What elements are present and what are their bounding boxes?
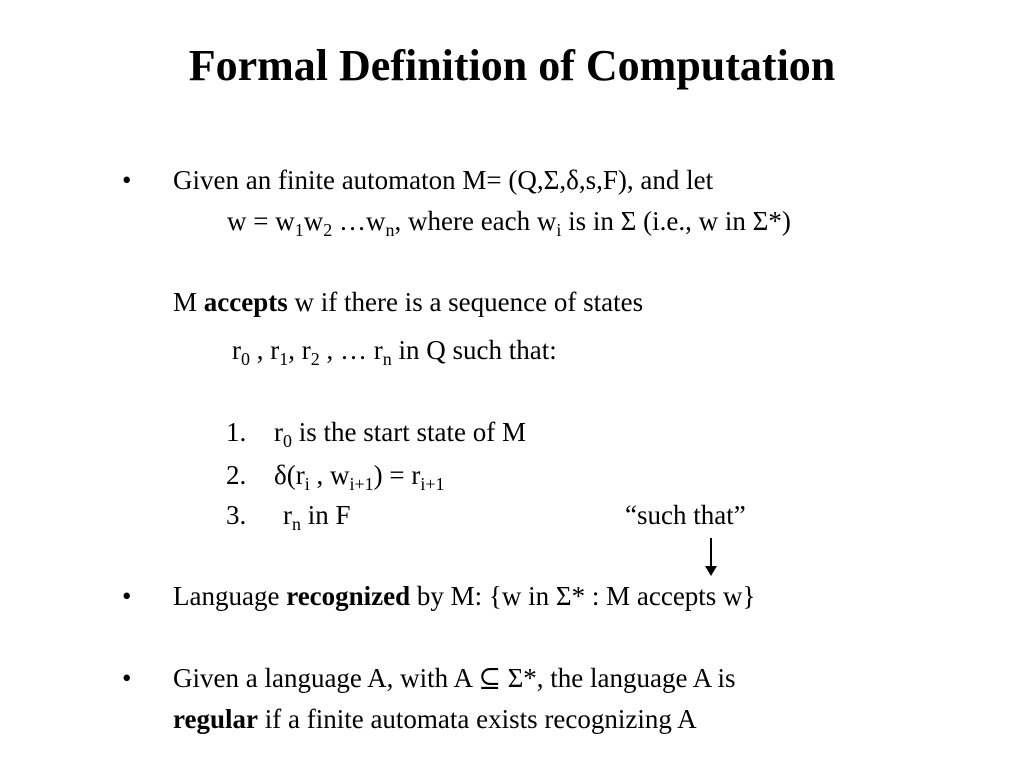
- condition-1-number: 1.: [226, 417, 247, 447]
- automaton-definition-line: Given an finite automaton M= (Q,Σ,δ,s,F), and let: [173, 165, 714, 195]
- condition-3-number: 3.: [226, 500, 247, 530]
- such-that-annotation: “such that”: [625, 500, 746, 530]
- condition-1-text: $r_0$ is the start state of M: [274, 417, 526, 451]
- language-recognized-line: Language recognized by M: {w in Σ* : M accepts w}: [173, 581, 756, 611]
- bullet-1-marker: •: [122, 165, 132, 195]
- slide-title: Formal Definition of Computation: [188, 41, 836, 90]
- bullet-2-marker: •: [122, 581, 132, 611]
- condition-2-number: 2.: [226, 460, 247, 490]
- annotation-arrow-head: [705, 566, 717, 576]
- regular-language-line-1: Given a language A, with A ⊆ Σ*, the language A is: [173, 663, 736, 693]
- input-string-line: $w = w_1w_2$ $\dots w_n$, where each $w_i$ is in Σ (i.e., w in Σ*): [227, 206, 791, 240]
- state-sequence-line: $r_0$ , $r_1$, $r_2$ , … $r_n$ in Q such that:: [232, 335, 557, 369]
- condition-3-text: $r_n$ in F: [283, 500, 351, 534]
- regular-language-line-2: regular if a finite automata exists recognizing A: [173, 704, 697, 734]
- condition-2-text: $\delta(r_i$ , $w_{i+1}) = r_{i+1}$: [274, 460, 445, 494]
- bullet-3-marker: •: [122, 663, 132, 693]
- accepts-definition-line: M accepts w if there is a sequence of states: [173, 287, 644, 317]
